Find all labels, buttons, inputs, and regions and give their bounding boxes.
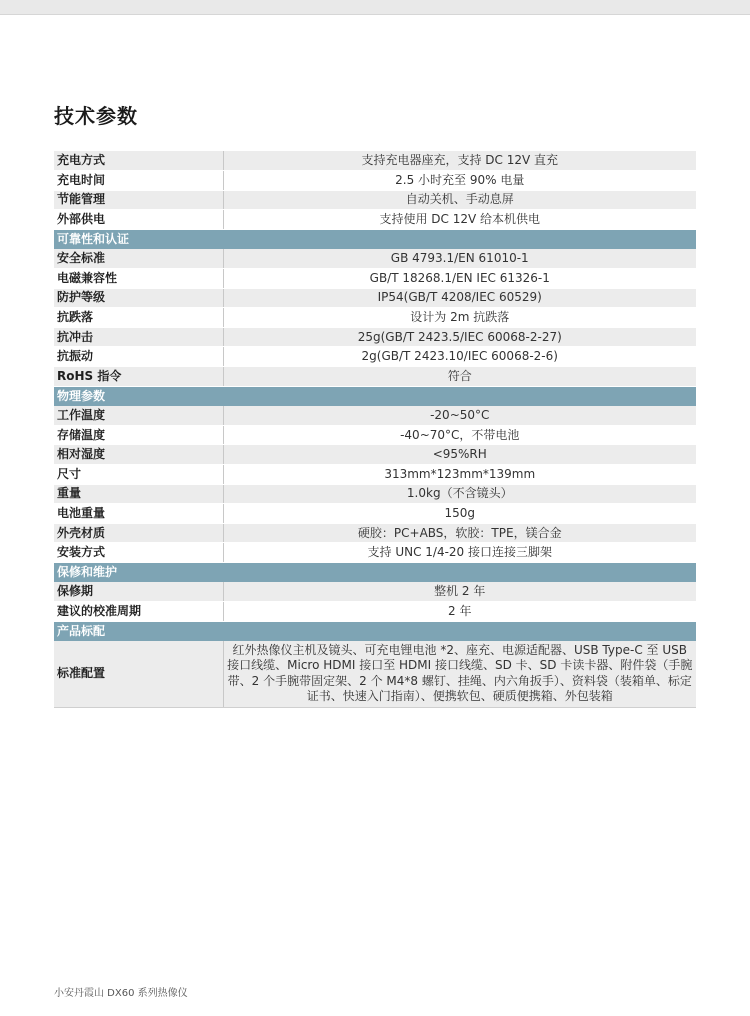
table-row — [54, 445, 696, 465]
spec-label: 充电时间 — [54, 171, 223, 191]
top-bar — [0, 0, 750, 15]
spec-value: -40~70°C，不带电池 — [223, 425, 696, 445]
table-row — [54, 504, 696, 524]
table-row — [54, 523, 696, 543]
spec-label: 尺寸 — [54, 465, 223, 485]
spec-label: 建议的校准周期 — [54, 602, 223, 622]
spec-value: 2 年 — [223, 602, 696, 622]
spec-value: 符合 — [223, 367, 696, 387]
table-row — [54, 210, 696, 230]
section-title: 保修和维护 — [54, 562, 696, 582]
table-row — [54, 151, 696, 171]
table-row — [54, 543, 696, 563]
spec-value: 313mm*123mm*139mm — [223, 465, 696, 485]
spec-value: 2g(GB/T 2423.10/IEC 60068-2-6) — [223, 347, 696, 367]
table-row — [54, 641, 696, 708]
spec-label: 相对湿度 — [54, 445, 223, 465]
section-header — [54, 621, 696, 641]
table-row — [54, 582, 696, 602]
spec-label: 电磁兼容性 — [54, 269, 223, 289]
table-row — [54, 367, 696, 387]
spec-label: 重量 — [54, 484, 223, 504]
spec-label: 工作温度 — [54, 406, 223, 426]
spec-value: 硬胶：PC+ABS，软胶：TPE，镁合金 — [223, 523, 696, 543]
table-row — [54, 249, 696, 269]
table-row — [54, 465, 696, 485]
spec-value: 150g — [223, 504, 696, 524]
spec-value: 2.5 小时充至 90% 电量 — [223, 171, 696, 191]
spec-label: 节能管理 — [54, 190, 223, 210]
table-row — [54, 269, 696, 289]
spec-label: 抗跌落 — [54, 308, 223, 328]
section-title: 产品标配 — [54, 621, 696, 641]
section-title: 可靠性和认证 — [54, 229, 696, 249]
spec-label: 充电方式 — [54, 151, 223, 171]
table-row — [54, 347, 696, 367]
table-row — [54, 327, 696, 347]
spec-value: 自动关机、手动息屏 — [223, 190, 696, 210]
table-row — [54, 190, 696, 210]
spec-value: 支持充电器座充，支持 DC 12V 直充 — [223, 151, 696, 171]
table-row — [54, 602, 696, 622]
section-title: 物理参数 — [54, 386, 696, 406]
section-header — [54, 229, 696, 249]
spec-value: 整机 2 年 — [223, 582, 696, 602]
spec-label: 抗振动 — [54, 347, 223, 367]
spec-label: 抗冲击 — [54, 327, 223, 347]
spec-label: 安全标准 — [54, 249, 223, 269]
spec-label: 存储温度 — [54, 425, 223, 445]
spec-value: 支持使用 DC 12V 给本机供电 — [223, 210, 696, 230]
spec-value: 红外热像仪主机及镜头、可充电锂电池 *2、座充、电源适配器、USB Type-C 至 USB 接口线缆、Micro HDMI 接口至 HDMI 接口线缆、SD 卡、SD 卡读卡器、附件袋（手腕带、2 个手腕带固定架、2 个 M4*8 螺钉、挂绳、内六角扳手）、资料袋（装箱单、标定证书、快速入门指南）、便携软包、硬质便携箱、外包装箱 — [223, 641, 696, 708]
spec-value: IP54(GB/T 4208/IEC 60529) — [223, 288, 696, 308]
spec-label: 外壳材质 — [54, 523, 223, 543]
spec-value: GB/T 18268.1/EN IEC 61326-1 — [223, 269, 696, 289]
spec-label: 防护等级 — [54, 288, 223, 308]
spec-label: 外部供电 — [54, 210, 223, 230]
table-row — [54, 406, 696, 426]
spec-table-body — [54, 151, 696, 707]
spec-label: 标准配置 — [54, 641, 223, 708]
spec-value: 25g(GB/T 2423.5/IEC 60068-2-27) — [223, 327, 696, 347]
table-row — [54, 288, 696, 308]
spec-label: 电池重量 — [54, 504, 223, 524]
spec-table — [54, 151, 696, 708]
spec-value: GB 4793.1/EN 61010-1 — [223, 249, 696, 269]
section-header — [54, 386, 696, 406]
spec-label: RoHS 指令 — [54, 367, 223, 387]
page-title: 技术参数 — [54, 104, 138, 128]
table-row — [54, 484, 696, 504]
spec-label: 安装方式 — [54, 543, 223, 563]
page-footer: 小安丹霞山 DX60 系列热像仪 — [54, 988, 188, 999]
spec-value: 支持 UNC 1/4-20 接口连接三脚架 — [223, 543, 696, 563]
table-row — [54, 308, 696, 328]
spec-value: <95%RH — [223, 445, 696, 465]
spec-label: 保修期 — [54, 582, 223, 602]
spec-value: 1.0kg（不含镜头） — [223, 484, 696, 504]
spec-value: -20~50°C — [223, 406, 696, 426]
table-row — [54, 171, 696, 191]
section-header — [54, 562, 696, 582]
table-row — [54, 425, 696, 445]
spec-value: 设计为 2m 抗跌落 — [223, 308, 696, 328]
